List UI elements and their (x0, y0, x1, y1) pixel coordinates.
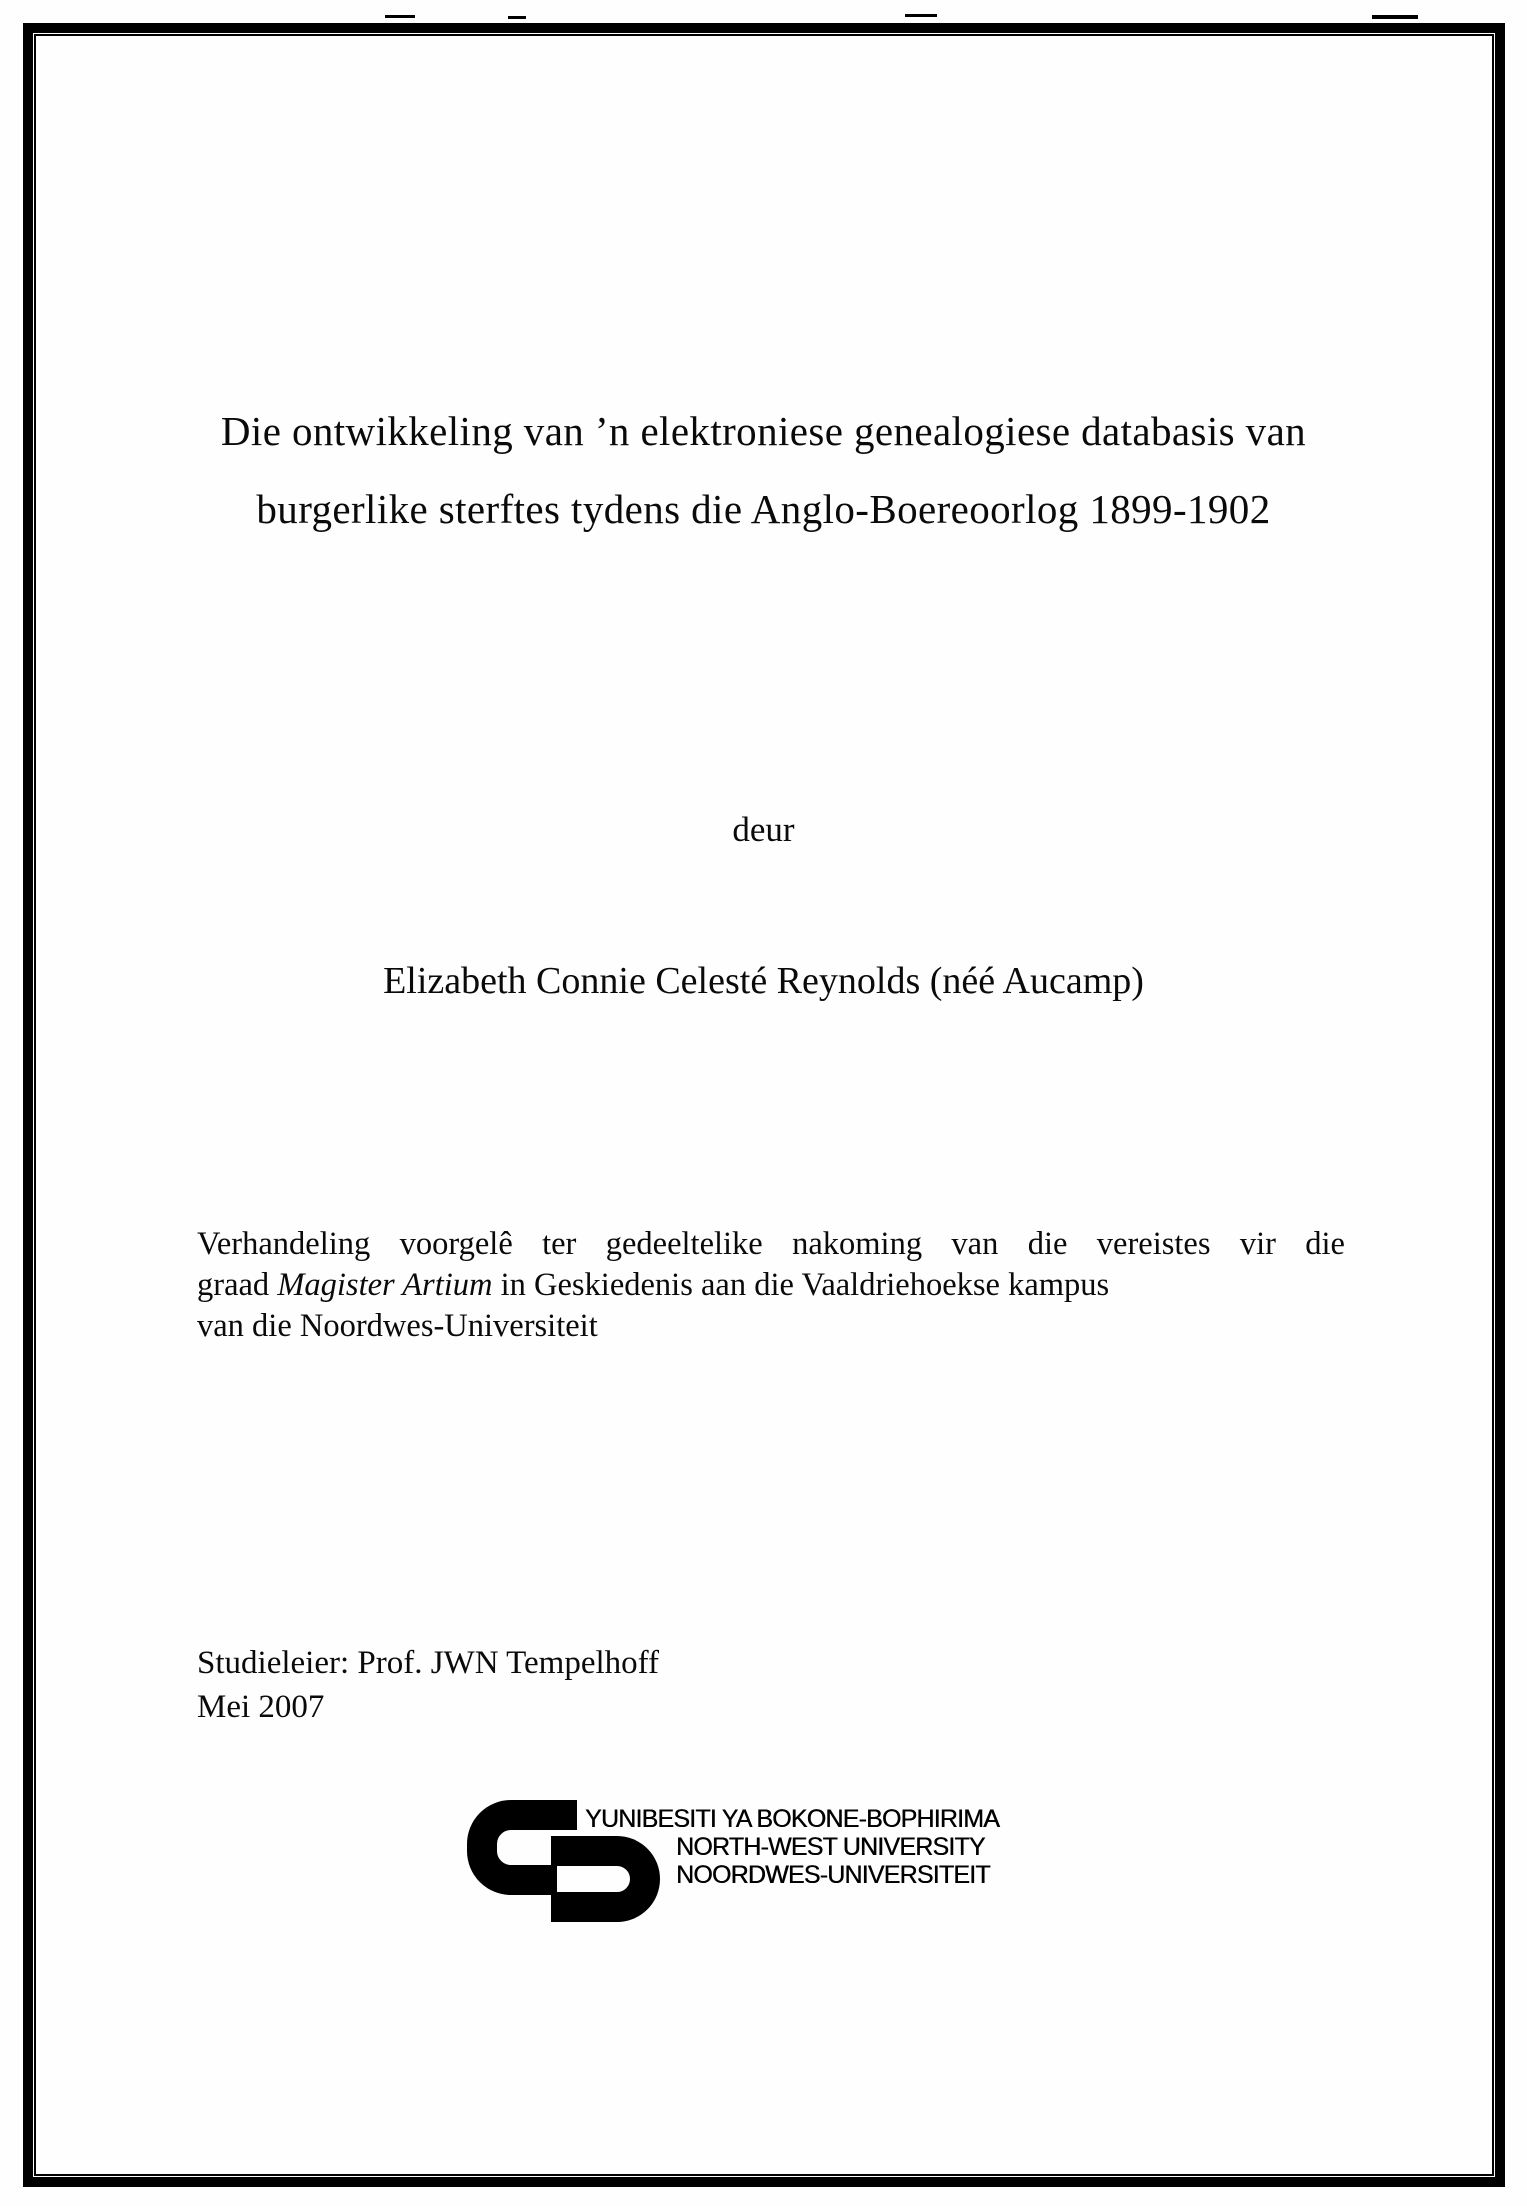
degree-line-2-prefix: graad (197, 1267, 278, 1303)
thesis-title-line-1: Die ontwikkeling van ’n elektroniese genealogiese databasis van (220, 408, 1307, 454)
scan-speck (508, 16, 526, 19)
degree-line-2-suffix: in Geskiedenis aan die Vaaldriehoekse kampus (492, 1267, 1110, 1303)
degree-statement (197, 1224, 1345, 1347)
degree-statement-line-3: van die Noordwes-Universiteit (197, 1308, 598, 1344)
degree-statement-line-2 (197, 1265, 1345, 1306)
degree-name-italic: Magister Artium (277, 1267, 493, 1303)
university-name-english: NORTH-WEST UNIVERSITY (676, 1833, 985, 1861)
date-line: Mei 2007 (197, 1689, 325, 1725)
university-logo (467, 1800, 1147, 1940)
scan-speck (905, 14, 937, 17)
supervisor-block (197, 1641, 659, 1729)
thesis-title-line-2: burgerlike sterftes tydens die Anglo-Boereoorlog 1899-1902 (256, 486, 1271, 532)
scan-speck (1372, 15, 1418, 19)
thesis-title (0, 392, 1527, 548)
author-name: Elizabeth Connie Celesté Reynolds (néé Aucamp) (383, 960, 1144, 1002)
university-name-setswana: YUNIBESITI YA BOKONE-BOPHIRIMA (585, 1805, 1000, 1833)
supervisor-line: Studieleier: Prof. JWN Tempelhoff (197, 1645, 660, 1681)
byline-deur: deur (732, 810, 795, 849)
scan-speck (385, 15, 415, 18)
degree-statement-line-1: Verhandeling voorgelê ter gedeeltelike nakoming van die vereistes vir die (197, 1226, 1345, 1262)
university-name-afrikaans: NOORDWES-UNIVERSITEIT (676, 1861, 990, 1889)
